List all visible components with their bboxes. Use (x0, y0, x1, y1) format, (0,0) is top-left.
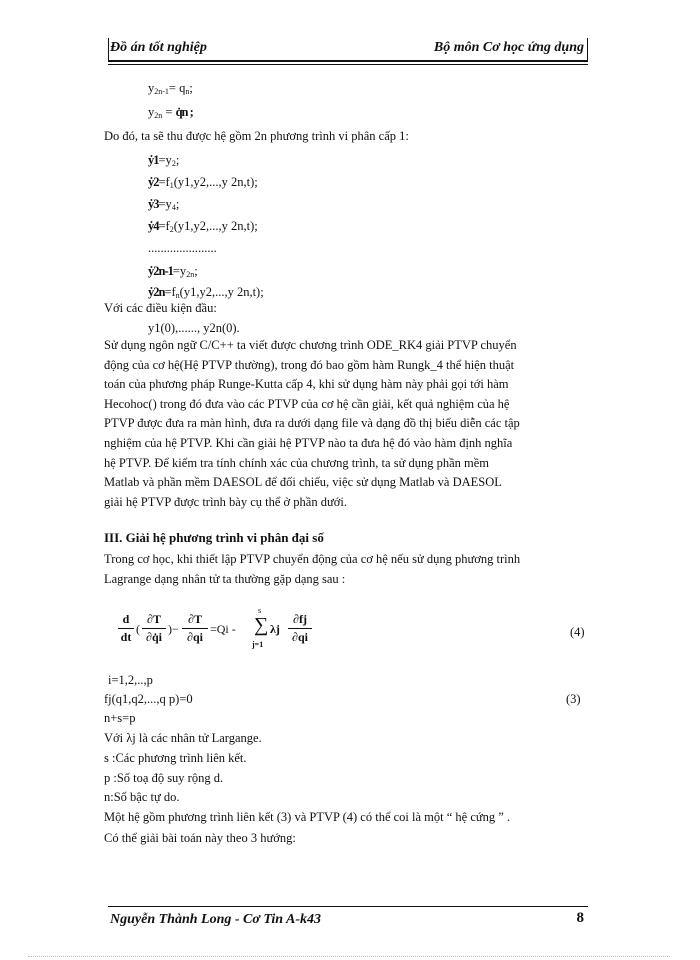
lagrange-equation (118, 608, 318, 658)
system-eq-2: $ẏ2=f_1(y1,y2,...,y$ 2n,t); (148, 175, 258, 190)
header-left-text: Đồ án tốt nghiệp (110, 40, 207, 55)
eq-y2n: $y_{2n}$ = q̇n ; (148, 105, 193, 120)
intro-text: Do đó, ta sẽ thu được hệ gồm 2n phương trình vi phân cấp 1: (104, 129, 409, 143)
eq-sum: ∑ (254, 614, 269, 636)
page-bottom-dotted-line (28, 956, 670, 957)
paragraph-lagrange: Trong cơ học, khi thiết lập PTVP chuyển động của cơ hệ nếu sử dụng phương trình Lagrange dạng nhân tử ta thường gặp dạng sau : (104, 552, 521, 586)
eq-dT-dq: ∂T ∂qi (182, 612, 208, 645)
eq-paren-close: )− (168, 622, 179, 636)
page-footer (108, 910, 588, 932)
eq-d-dt: d dt (118, 612, 134, 645)
system-eq-2n: $ẏ2n=f_n(y1,y2,...,y$ 2n,t); (148, 285, 264, 300)
system-eq-3: $ẏ3=y_4$; (148, 197, 180, 212)
eq-df-dq: ∂fj ∂qi (288, 612, 312, 645)
eq-paren-open: ( (136, 622, 140, 636)
system-ellipsis: ...................... (148, 241, 217, 255)
index-range: i=1,2,..,p (108, 673, 153, 687)
eq-rhs: =Qi - (210, 622, 236, 636)
n-def: n:Số bậc tự do. (104, 790, 180, 804)
system-eq-1: $ẏ1=y_2$; (148, 153, 180, 168)
p-def: p :Số toạ độ suy rộng d. (104, 771, 224, 785)
conditions-values: y1(0),......, y2n(0). (148, 321, 240, 335)
page-number: 8 (576, 910, 584, 926)
n-s-p: n+s=p (104, 711, 136, 725)
system-eq-4: $ẏ4=f_2(y1,y2,...,y$ 2n,t); (148, 219, 258, 234)
stiff-system: Một hệ gồm phương trình liên kết (3) và PTVP (4) có thể coi là một “ hệ cứng ” . (104, 810, 511, 824)
equation-number-4: (4) (570, 625, 585, 639)
header-right-text: Bộ môn Cơ học ứng dụng (433, 40, 584, 55)
eq-lambda: λj (270, 622, 280, 636)
eq-y2n-1: $y_{2n-1}= q_n$; (148, 81, 193, 96)
eq-sum-top: s (258, 606, 262, 615)
three-approaches: Có thể giải bài toán này theo 3 hướng: (104, 831, 296, 845)
footer-author: Nguyễn Thành Long - Cơ Tin A-k43 (110, 912, 322, 927)
page-header (108, 38, 586, 60)
footer-rule (108, 906, 588, 907)
header-rule-thin (108, 64, 588, 65)
conditions-label: Với các điều kiện đầu: (104, 301, 217, 315)
paragraph-program: Sử dụng ngôn ngữ C/C++ ta viết được chương trình ODE_RK4 giải PTVP chuyển động của cơ hệ(Hệ PTVP thường), trong đó bao gồm hàm Rungk_4 thể hiện thuật toán của phương pháp Runge-Kutta cấp 4, khi sử dụng hàm này phải gọi tới hàm Hecohoc() trong đó đưa vào các PTVP của cơ hệ cần giải, kết quả nghiệm của hệ PTVP được đưa ra màn hình, đưa ra dưới dạng file và dạng đồ thị biểu diễn các tập nghiệm của hệ PTVP. Khi cần giải hệ PTVP nào ta đưa hệ đó vào hàm định nghĩa hệ PTVP. Để kiểm tra tính chính xác của chương trình, ta sử dụng phần mềm Matlab và phần mềm DAESOL để đối chiếu, việc sử dụng Matlab và DAESOL giải hệ PTVP được trình bày cụ thể ở phần dưới. (104, 338, 520, 509)
equation-number-3: (3) (566, 692, 581, 706)
eq-dT-dqdot: ∂T ∂q̇i (142, 612, 166, 645)
constraint-eq: fj(q1,q2,...,q p)=0 (104, 692, 193, 706)
header-rule-thick (108, 60, 588, 62)
eq-sum-bottom: j=1 (252, 640, 264, 649)
lambda-def: Với λj là các nhân tử Largange. (104, 731, 262, 745)
section-title: III. Giải hệ phương trình vi phân đại số (104, 530, 324, 545)
s-def: s :Các phương trình liên kết. (104, 751, 247, 765)
system-eq-2n-1: $ẏ2n-1=y_{2n}$; (148, 264, 198, 279)
header-right-border (587, 38, 588, 60)
